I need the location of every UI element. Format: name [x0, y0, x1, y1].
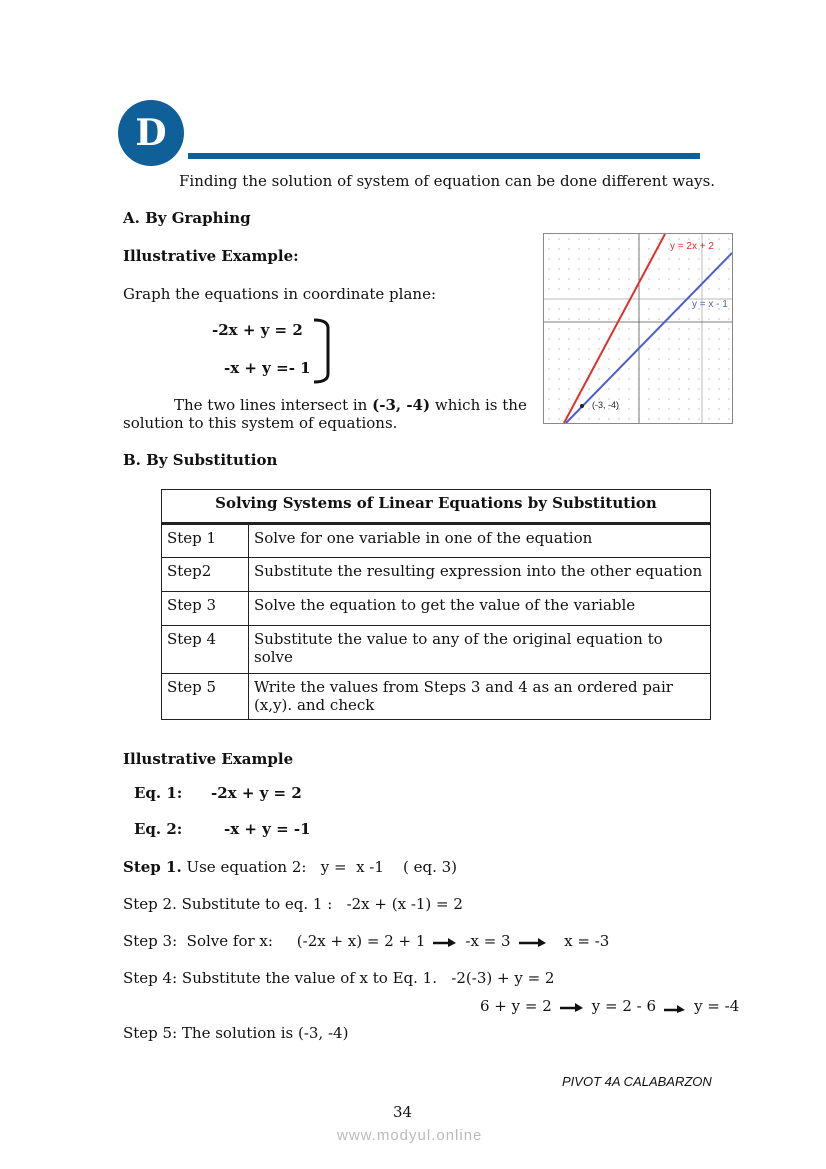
header-rule	[188, 153, 700, 159]
example2-heading: Illustrative Example	[123, 750, 294, 768]
substitution-table	[161, 489, 711, 720]
step1-text: Use equation 2: y = x -1 ( eq. 3)	[186, 858, 458, 876]
table-header-row	[162, 490, 711, 524]
footer-brand: PIVOT 4A CALABARZON	[562, 1074, 712, 1089]
step-cell: Step2	[162, 558, 249, 592]
line1-label: y = 2x + 2	[670, 241, 714, 252]
table-row	[162, 626, 711, 674]
solution-step-4-continued	[480, 997, 739, 1015]
step-description: Write the values from Steps 3 and 4 as an ordered pair (x,y). and check	[249, 674, 711, 720]
intro-text: Finding the solution of system of equation can be done different ways.	[179, 172, 716, 190]
intersection-label: (-3, -4)	[592, 400, 619, 410]
arrow-icon	[519, 937, 547, 947]
system-eq1: -2x + y = 2	[212, 321, 303, 339]
conclusion-post: which is the	[434, 396, 527, 414]
eq1-expression: -2x + y = 2	[211, 784, 302, 802]
intersection-point	[580, 404, 584, 408]
graph-instruction: Graph the equations in coordinate plane:	[123, 285, 436, 303]
example-heading: Illustrative Example:	[123, 247, 299, 265]
table-row	[162, 524, 711, 558]
eq2-label: Eq. 2:	[134, 820, 183, 838]
conclusion-point: (-3, -4)	[372, 396, 431, 414]
step-cell: Step 4	[162, 626, 249, 674]
table-row	[162, 558, 711, 592]
arrow-icon	[433, 937, 457, 947]
step-cell: Step 5	[162, 674, 249, 720]
conclusion-line1	[174, 396, 527, 414]
part-a-heading: A. By Graphing	[123, 209, 251, 227]
step-cell: Step 1	[162, 524, 249, 558]
step-description: Solve for one variable in one of the equation	[249, 524, 711, 558]
step-description: Solve the equation to get the value of the variable	[249, 592, 711, 626]
step4-part-b: 6 + y = 2	[480, 997, 552, 1015]
step3-part-b: -x = 3	[465, 932, 511, 950]
step4-part-d: y = -4	[694, 997, 740, 1015]
conclusion-line2: solution to this system of equations.	[123, 414, 398, 432]
solution-step-3	[123, 932, 609, 950]
solution-step-1	[123, 858, 457, 876]
table-row	[162, 592, 711, 626]
page-number: 34	[393, 1103, 413, 1121]
section-badge	[118, 100, 184, 166]
part-b-heading: B. By Substitution	[123, 451, 278, 469]
system-bracket	[312, 318, 334, 384]
table-row	[162, 674, 711, 720]
step3-part-a: Step 3: Solve for x: (-2x + x) = 2 + 1	[123, 932, 426, 950]
step-description: Substitute the resulting expression into the other equation	[249, 558, 711, 592]
solution-step-2: Step 2. Substitute to eq. 1 : -2x + (x -1) = 2	[123, 895, 463, 913]
conclusion-pre: The two lines intersect in	[174, 396, 368, 414]
arrow-icon	[664, 1001, 686, 1013]
step-cell: Step 3	[162, 592, 249, 626]
step4-part-c: y = 2 - 6	[591, 997, 657, 1015]
step-description: Substitute the value to any of the original equation to solve	[249, 626, 711, 674]
section-letter: D	[135, 112, 167, 154]
solution-step-5: Step 5: The solution is (-3, -4)	[123, 1024, 349, 1042]
solution-step-4: Step 4: Substitute the value of x to Eq. 1. -2(-3) + y = 2	[123, 969, 555, 987]
arrow-icon	[560, 1002, 584, 1012]
watermark: www.modyul.online	[337, 1127, 483, 1144]
coordinate-graph	[543, 233, 733, 424]
step3-part-c: x = -3	[564, 932, 610, 950]
step1-label: Step 1.	[123, 858, 182, 876]
eq2-expression: -x + y = -1	[224, 820, 311, 838]
table-title: Solving Systems of Linear Equations by Substitution	[162, 490, 711, 524]
line2-label: y = x - 1	[692, 299, 728, 310]
system-eq2: -x + y =- 1	[224, 359, 311, 377]
eq1-label: Eq. 1:	[134, 784, 183, 802]
